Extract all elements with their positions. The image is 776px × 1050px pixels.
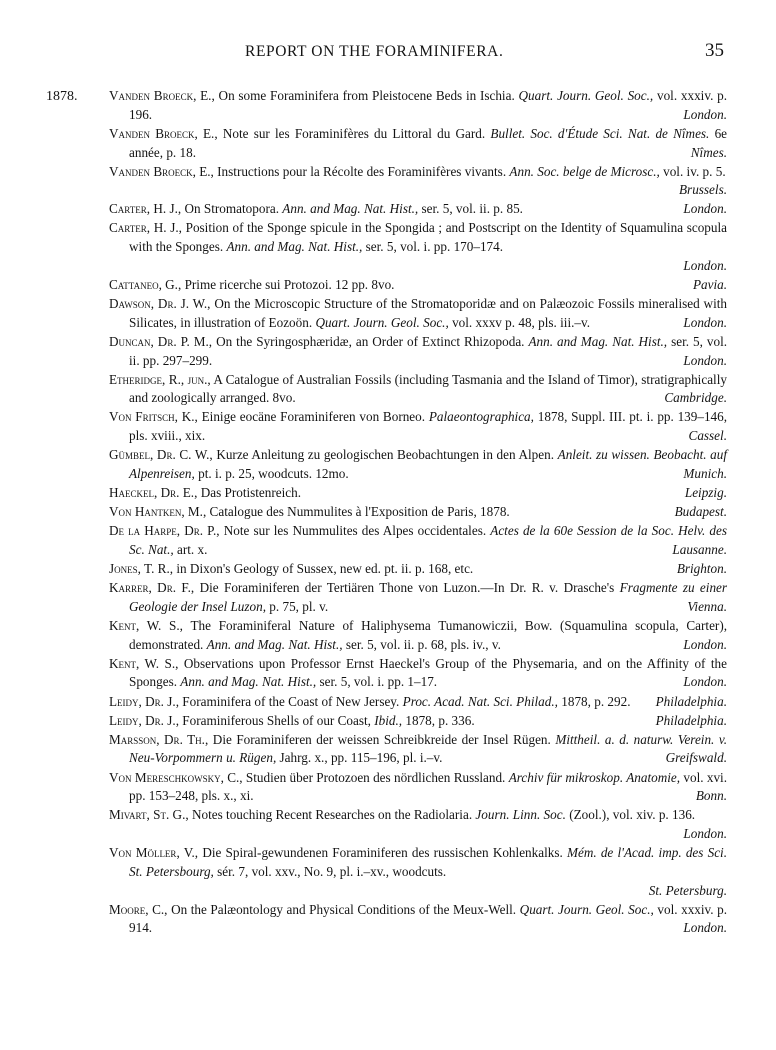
entry-author: Kent, W. S., xyxy=(109,655,179,671)
entry-details: art. x. xyxy=(177,541,208,557)
entry-title: On the Syringosphæridæ, an Order of Extinct Rhizopoda. xyxy=(216,333,525,349)
entry-author: Haeckel, Dr. E., xyxy=(109,485,198,501)
entry-author: Vanden Broeck, E., xyxy=(109,125,218,141)
entry-details: 8vo. xyxy=(272,390,296,406)
entry-author: Kent, W. S., xyxy=(109,617,183,633)
entry-details: Jahrg. x., pp. 115–196, pl. i.–v. xyxy=(279,750,443,766)
entry-place: Munich. xyxy=(683,465,727,481)
entry-details: 1878, p. 292. xyxy=(561,693,631,709)
running-title: REPORT ON THE FORAMINIFERA. xyxy=(245,43,504,60)
entry-author: Carter, H. J., xyxy=(109,201,182,217)
bibliography-entry xyxy=(109,522,727,559)
entry-author: Von Mereschkowsky, C., xyxy=(109,769,243,785)
entry-source: Ann. and Mag. Nat. Hist., xyxy=(206,636,343,652)
entry-place: London. xyxy=(683,314,727,330)
entry-place: Greifswald. xyxy=(665,750,727,766)
entry-author: Von Hantken, M., xyxy=(109,504,207,520)
bibliography-entry xyxy=(109,163,727,200)
entry-details: pt. i. p. 25, woodcuts. 12mo. xyxy=(198,465,349,481)
bibliography-entry xyxy=(109,731,727,768)
bibliography-entry xyxy=(109,87,727,124)
entry-place: Philadelphia. xyxy=(655,712,727,728)
entry-place: Vienna. xyxy=(687,598,727,614)
bibliography-entry xyxy=(109,125,727,162)
entry-place: St. Petersburg. xyxy=(648,882,727,898)
entry-details: ser. 5, vol. ii. p. 85. xyxy=(421,201,523,217)
entry-author: Leidy, Dr. J., xyxy=(109,693,179,709)
entry-place: Lausanne. xyxy=(672,541,727,557)
entry-title: Das Protistenreich. xyxy=(200,485,302,501)
entry-title: in Dixon's Geology of Sussex, new ed. pt. ii. p. 168, etc. xyxy=(176,561,474,577)
entry-title: Foraminifera of the Coast of New Jersey. xyxy=(182,693,400,709)
entry-place: Brighton. xyxy=(676,561,727,577)
entry-author: Von Möller, V., xyxy=(109,845,199,861)
entry-title: Studien über Protozoen des nördlichen Russland. xyxy=(245,769,506,785)
entry-author: Duncan, Dr. P. M., xyxy=(109,333,213,349)
entry-author: Von Fritsch, K., xyxy=(109,409,198,425)
entry-source: Archiv für mikroskop. Anatomie, xyxy=(508,769,681,785)
bibliography-entry xyxy=(109,371,727,408)
entry-source: Quart. Journ. Geol. Soc., xyxy=(315,314,449,330)
entry-title: The Foraminiferal Nature of Haliphysema Tumanowiczii, Bow. (Squamulina scopula, Carter), demonstrated. xyxy=(129,617,728,652)
entry-author: Vanden Broeck, E., xyxy=(109,88,215,103)
bibliography-entry xyxy=(109,844,727,900)
bibliography-entry xyxy=(109,579,727,616)
entry-author: Karrer, Dr. F., xyxy=(109,580,195,596)
entry-place: Brussels. xyxy=(679,182,727,198)
bibliography-entry xyxy=(109,484,727,503)
entry-place: Nîmes. xyxy=(690,144,727,160)
entry-title: On the Palæontology and Physical Conditions of the Meux-Well. xyxy=(171,901,517,917)
bibliography-entry xyxy=(109,219,727,275)
entry-details: vol. xxxv p. 48, pls. iii.–v. xyxy=(452,314,591,330)
entry-place: London. xyxy=(683,106,727,122)
bibliography-entry xyxy=(109,901,727,938)
entry-source: Actes de la 60e Session de la Soc. Helv. des Sc. Nat., xyxy=(129,523,728,557)
year-label: 1878. xyxy=(46,89,78,104)
entry-source: Bullet. Soc. d'Étude Sci. Nat. de Nîmes. xyxy=(490,125,710,141)
page-number: 35 xyxy=(705,40,724,61)
entry-title: Notes touching Recent Researches on the Radiolaria. xyxy=(191,807,473,823)
entry-title: Foraminiferous Shells of our Coast, xyxy=(182,712,371,728)
entry-details: vol. xxxiv. p. 196. xyxy=(129,88,728,122)
entry-place: London. xyxy=(683,352,727,368)
bibliography-entry xyxy=(109,655,727,692)
entry-title: Die Spiral-gewundenen Foraminiferen des russischen Kohlenkalks. xyxy=(202,845,563,861)
entry-source: Palaeontographica, xyxy=(428,409,534,425)
entry-place: London. xyxy=(683,636,727,652)
entry-place: Pavia. xyxy=(692,276,727,292)
entry-title: Instructions pour la Récolte des Foraminifères vivants. xyxy=(217,163,507,179)
bibliography-list xyxy=(109,87,727,938)
entry-author: Dawson, Dr. J. W., xyxy=(109,296,211,312)
bibliography-entry xyxy=(109,806,727,843)
entry-place: Cambridge. xyxy=(664,390,727,406)
entry-place: Bonn. xyxy=(695,788,727,804)
entry-author: Moore, C., xyxy=(109,901,168,917)
bibliography-entry xyxy=(109,503,727,522)
entry-source: Proc. Acad. Nat. Sci. Philad., xyxy=(402,693,558,709)
entry-author: Etheridge, R., jun., xyxy=(109,371,211,387)
entry-title: Observations upon Professor Ernst Haeckel's Group of the Physemaria, and on the Affinity of the Sponges. xyxy=(129,655,728,690)
entry-title: A Catalogue of Australian Fossils (including Tasmania and the Island of Timor), stratigraphically and zoologically arranged. xyxy=(129,371,727,406)
bibliography-entry xyxy=(109,617,727,654)
entry-author: Jones, T. R., xyxy=(109,561,174,577)
entry-title: Note sur les Foraminifères du Littoral du Gard. xyxy=(222,125,486,141)
entry-place: Budapest. xyxy=(674,504,727,520)
entry-place: London. xyxy=(683,674,727,690)
entry-source: Ann. and Mag. Nat. Hist., xyxy=(180,674,317,690)
entry-author: Cattaneo, G., xyxy=(109,276,182,292)
entry-author: Carter, H. J., xyxy=(109,220,182,236)
entry-title: Die Foraminiferen der weissen Schreibkreide der Insel Rügen. xyxy=(212,731,551,747)
entry-title: Catalogue des Nummulites à l'Exposition de Paris, 1878. xyxy=(209,504,510,520)
bibliography-entry xyxy=(109,408,727,445)
entry-source: Anleit. zu wissen. Beobacht. auf Alpenreisen, xyxy=(129,447,728,481)
entry-author: Marsson, Dr. Th., xyxy=(109,731,209,747)
entry-author: Mivart, St. G., xyxy=(109,807,189,823)
entry-place: London. xyxy=(683,826,727,842)
bibliography-entry xyxy=(109,712,727,731)
entry-place: Cassel. xyxy=(688,428,727,444)
entry-details: 12 pp. 8vo. xyxy=(335,276,395,292)
entry-author: Gümbel, Dr. C. W., xyxy=(109,447,213,463)
entry-author: Leidy, Dr. J., xyxy=(109,712,179,728)
entry-title: Position of the Sponge spicule in the Spongida ; and Postscript on the Identity of Squamulina scopula with the Sponges. xyxy=(129,220,727,255)
entry-source: Ann. and Mag. Nat. Hist., xyxy=(282,201,419,217)
entry-details: sér. 7, vol. xxv., No. 9, pl. i.–xv., woodcuts. xyxy=(217,863,447,879)
entry-source: Fragmente zu einer Geologie der Insel Luzon, xyxy=(129,580,728,614)
entry-source: Ann. Soc. belge de Microsc., xyxy=(509,163,660,179)
bibliography-entry xyxy=(109,276,727,295)
entry-details: p. 75, pl. v. xyxy=(269,598,329,614)
entry-source: Ann. and Mag. Nat. Hist., xyxy=(226,239,363,255)
entry-details: 6e année, p. 18. xyxy=(129,125,728,160)
entry-source: Journ. Linn. Soc. xyxy=(475,807,566,823)
entry-details: ser. 5, vol. ii. pp. 297–299. xyxy=(129,333,728,368)
entry-details: 1878, p. 336. xyxy=(405,712,475,728)
entry-title: Prime ricerche sui Protozoi. xyxy=(184,276,332,292)
bibliography-entry xyxy=(109,446,727,483)
entry-source: Ann. and Mag. Nat. Hist., xyxy=(528,333,668,349)
bibliography-entry xyxy=(109,200,727,219)
bibliography-entry xyxy=(109,295,727,332)
bibliography-entry xyxy=(109,560,727,579)
entry-details: ser. 5, vol. i. pp. 1–17. xyxy=(319,674,438,690)
entry-details: 1878, Suppl. III. pt. i. pp. 139–146, pls. xviii., xix. xyxy=(129,409,728,444)
bibliography-entry xyxy=(109,333,727,370)
entry-title: On Stromatopora. xyxy=(184,201,279,217)
entry-place: Philadelphia. xyxy=(655,693,727,709)
entry-details: (Zool.), vol. xiv. p. 136. xyxy=(569,807,696,823)
entry-title: Die Foraminiferen der Tertiären Thone von Luzon.—In Dr. R. v. Drasche's xyxy=(199,580,615,596)
entry-details: vol. iv. p. 5. xyxy=(663,163,726,179)
entry-place: London. xyxy=(683,920,727,936)
bibliography-entry xyxy=(109,693,727,712)
entry-details: ser. 5, vol. i. pp. 170–174. xyxy=(365,239,504,255)
entry-author: De la Harpe, Dr. P., xyxy=(109,523,220,539)
entry-title: On some Foraminifera from Pleistocene Beds in Ischia. xyxy=(218,88,515,103)
entry-details: vol. xxxiv. p. 914. xyxy=(129,901,728,936)
entry-source: Quart. Journ. Geol. Soc., xyxy=(518,88,654,103)
entry-title: Kurze Anleitung zu geologischen Beobachtungen in den Alpen. xyxy=(216,447,555,463)
entry-title: Note sur les Nummulites des Alpes occidentales. xyxy=(223,523,487,539)
entry-source: Mém. de l'Acad. imp. des Sci. St. Petersbourg, xyxy=(129,845,728,879)
entry-details: ser. 5, vol. ii. p. 68, pls. iv., v. xyxy=(345,636,501,652)
page-header xyxy=(0,40,776,70)
entry-place: London. xyxy=(683,201,727,217)
entry-place: Leipzig. xyxy=(684,485,727,501)
entry-source: Quart. Journ. Geol. Soc., xyxy=(519,901,654,917)
entry-source: Ibid., xyxy=(374,712,403,728)
entry-source: Mittheil. a. d. naturw. Verein. v. Neu-Vorpommern u. Rügen, xyxy=(129,731,728,766)
entry-details: vol. xvi. pp. 153–248, pls. x., xi. xyxy=(129,769,728,804)
entry-author: Vanden Broeck, E., xyxy=(109,163,214,179)
entry-place: London. xyxy=(683,257,727,273)
bibliography-entry xyxy=(109,769,727,806)
entry-title: On the Microscopic Structure of the Stromatoporidæ and on Palæozoic Fossils mineralised with Silicates, in illustration of Eozoön. xyxy=(129,296,727,330)
entry-title: Einige eocäne Foraminiferen von Borneo. xyxy=(201,409,426,425)
